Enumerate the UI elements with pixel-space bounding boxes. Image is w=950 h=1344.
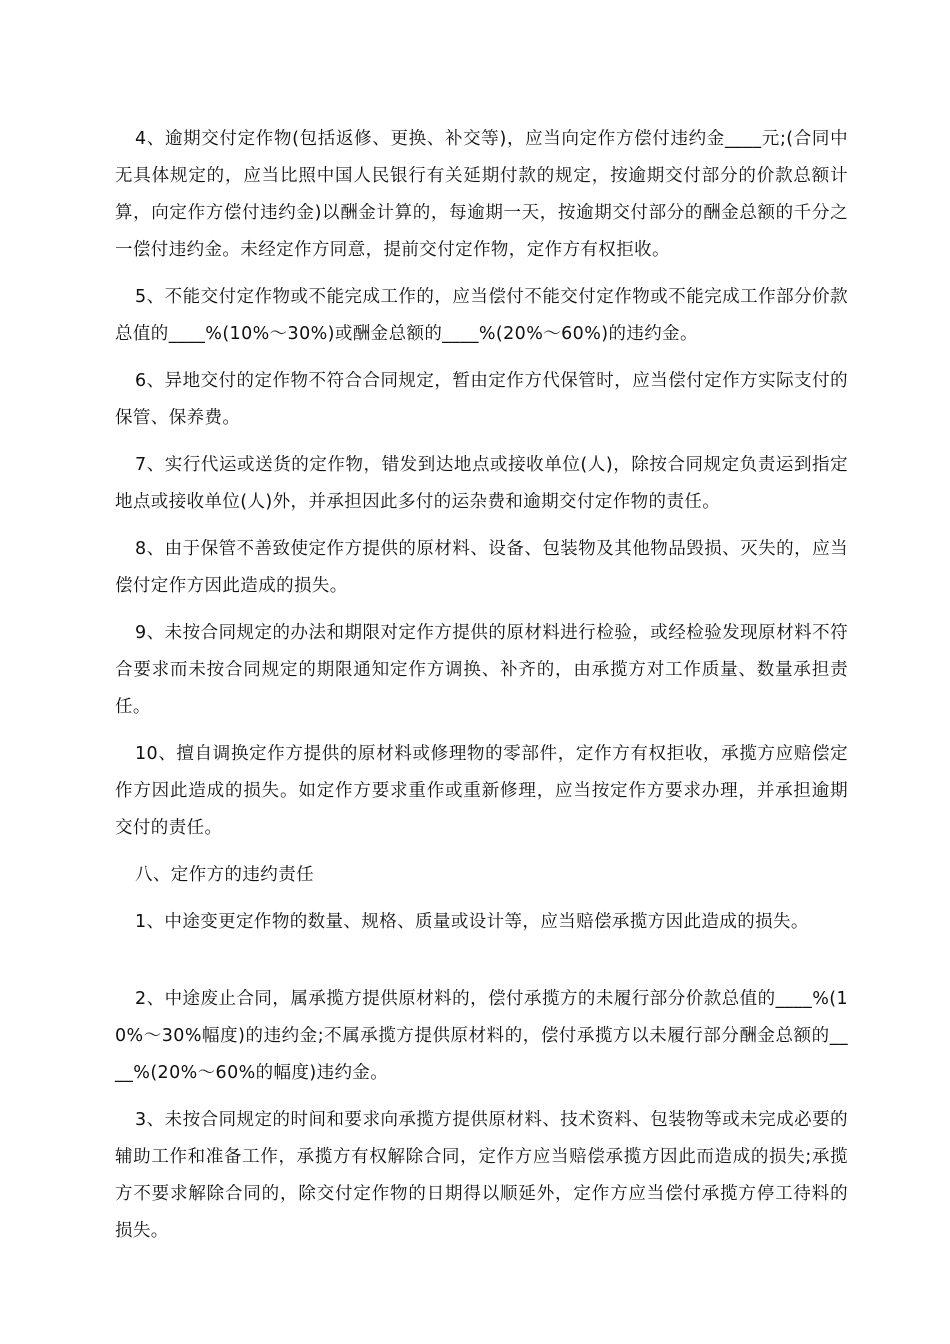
client-clause-1-midway-change: 1、中途变更定作物的数量、规格、质量或设计等，应当赔偿承揽方因此造成的损失。 [135, 912, 809, 932]
clause-7-misdelivery: 7、实行代运或送货的定作物，错发到达地点或接收单位(人)，除按合同规定负责运到指定地点或接收单位(人)外，并承担因此多付的运杂费和逾期交付定作物的责任。 [115, 455, 848, 512]
clause-6-remote-delivery: 6、异地交付的定作物不符合合同规定，暂由定作方代保管时，应当偿付定作方实际支付的保管、保养费。 [115, 371, 848, 428]
client-clause-3-materials-not-provided: 3、未按合同规定的时间和要求向承揽方提供原材料、技术资料、包装物等或未完成必要的辅助工作和准备工作，承揽方有权解除合同，定作方应当赔偿承揽方因此而造成的损失;承揽方不要求解除合同的，除交付定作物的日期得以顺延外，定作方应当偿付承揽方停工待料的损失。 [115, 1110, 848, 1241]
clause-4-late-delivery: 4、逾期交付定作物(包括返修、更换、补交等)，应当向定作方偿付违约金____元;(合同中无具体规定的，应当比照中国人民银行有关延期付款的规定，按逾期交付部分的价款总额计算，向定作方偿付违约金)以酬金计算的，每逾期一天，按逾期交付部分的酬金总额的千分之一偿付违约金。未经定作方同意，提前交付定作物，定作方有权拒收。 [115, 129, 848, 260]
client-clause-2-contract-termination: 2、中途废止合同，属承揽方提供原材料的，偿付承揽方的未履行部分价款总值的____%(10%～30%幅度)的违约金;不属承揽方提供原材料的，偿付承揽方以未履行部分酬金总额的____%(20%～60%的幅度)违约金。 [115, 989, 848, 1083]
clause-10-unauthorized-replacement: 10、擅自调换定作方提供的原材料或修理物的零部件，定作方有权拒收，承揽方应赔偿定作方因此造成的损失。如定作方要求重作或重新修理，应当按定作方要求办理，并承担逾期交付的责任。 [115, 744, 848, 838]
clause-5-failure-to-deliver: 5、不能交付定作物或不能完成工作的，应当偿付不能交付定作物或不能完成工作部分价款总值的____%(10%～30%)或酬金总额的____%(20%～60%)的违约金。 [115, 287, 848, 344]
clause-9-inspection: 9、未按合同规定的办法和期限对定作方提供的原材料进行检验，或经检验发现原材料不符合要求而未按合同规定的期限通知定作方调换、补齐的，由承揽方对工作质量、数量承担责任。 [115, 623, 848, 717]
clause-8-improper-custody: 8、由于保管不善致使定作方提供的原材料、设备、包装物及其他物品毁损、灭失的，应当偿付定作方因此造成的损失。 [115, 539, 848, 596]
section-heading-client-liability: 八、定作方的违约责任 [135, 865, 314, 885]
